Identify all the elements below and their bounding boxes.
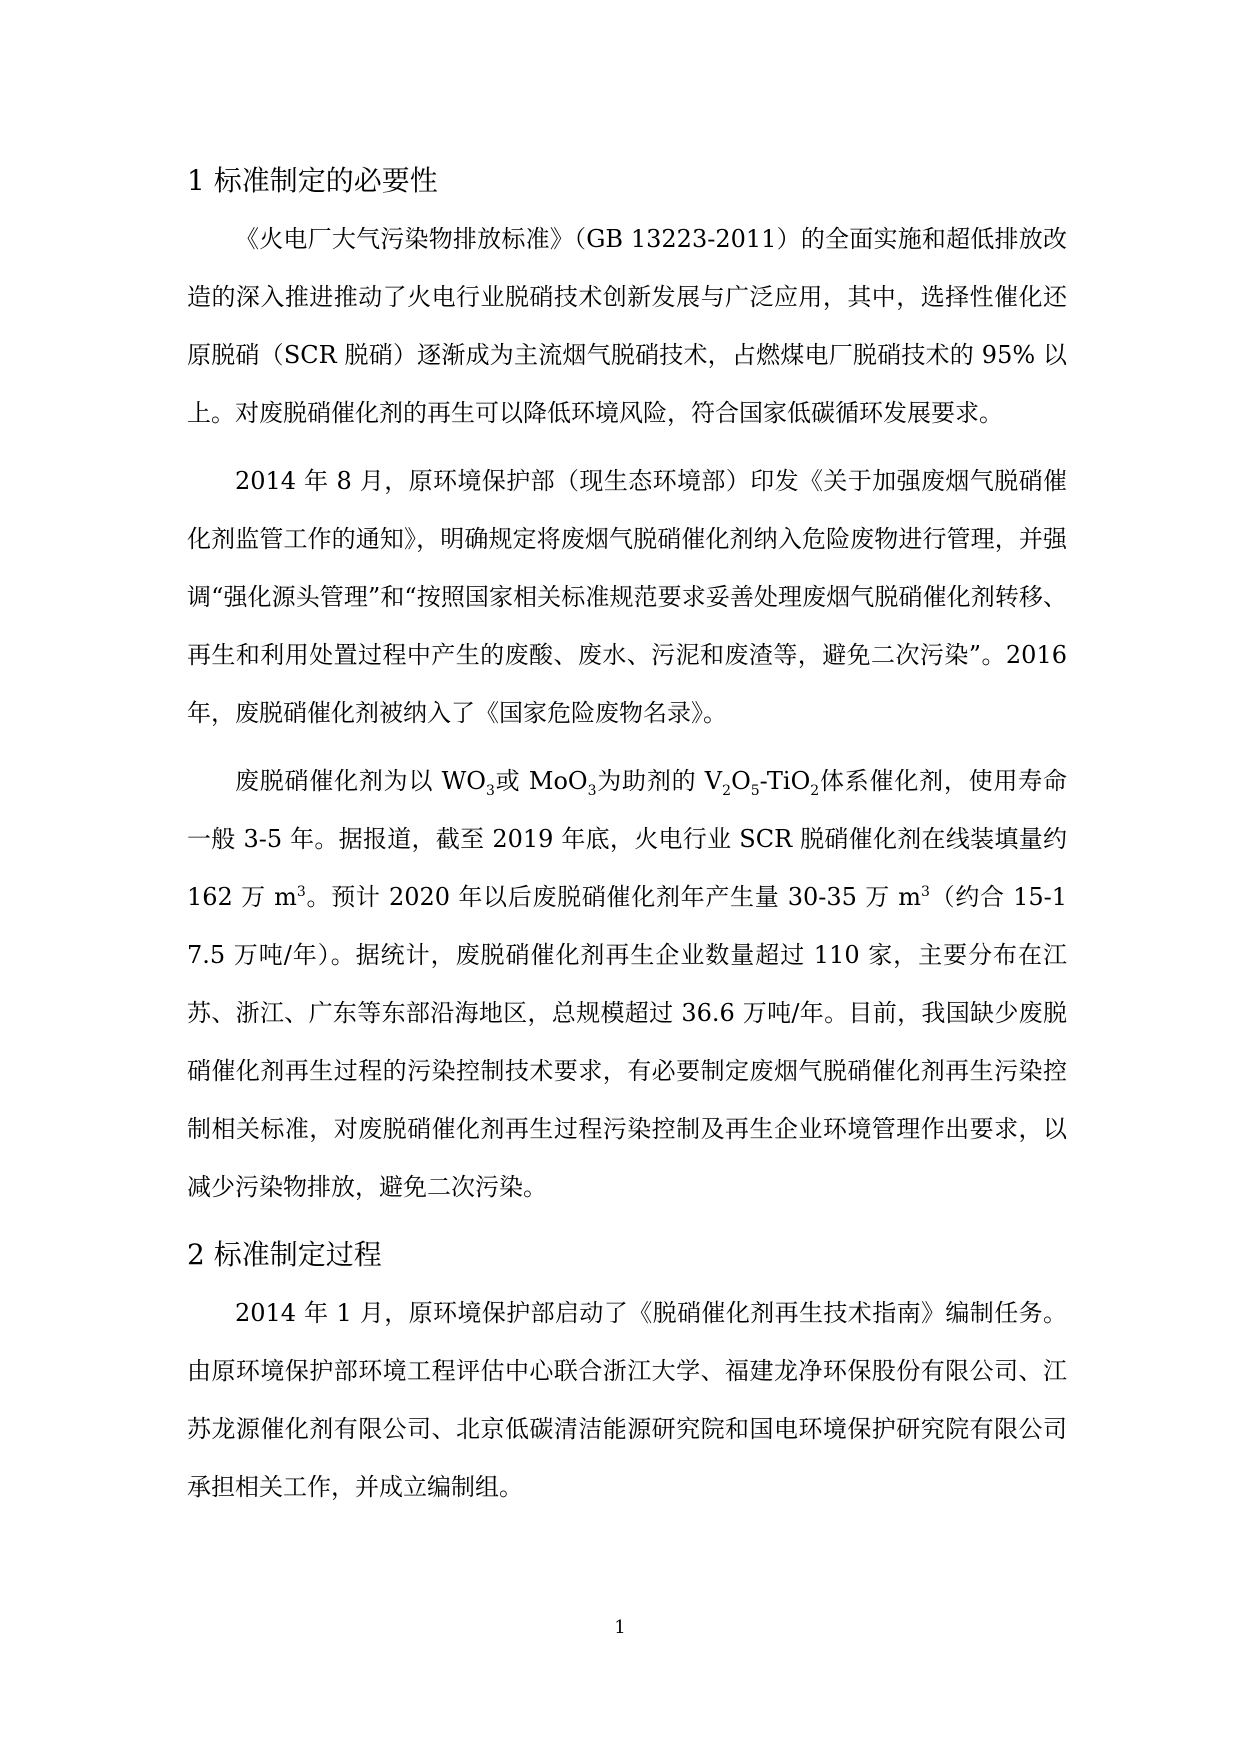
text-run: -TiO	[759, 767, 811, 795]
page-number: 1	[614, 1617, 626, 1638]
paragraph-gap	[187, 742, 1067, 752]
section-2-paragraph-1: 2014 年 1 月，原环境保护部启动了《脱硝催化剂再生技术指南》编制任务。由原环境保护部环境工程评估中心联合浙江大学、福建龙净环保股份有限公司、江苏龙源催化剂有限公司、北京低碳清洁能源研究院和国电环境保护研究院有限公司承担相关工作，并成立编制组。	[187, 1299, 1067, 1501]
text-run: 为助剂的 V	[596, 767, 723, 795]
section-1-paragraph-1: 《火电厂大气污染物排放标准》（GB 13223-2011）的全面实施和超低排放改造的深入推进推动了火电行业脱硝技术创新发展与广泛应用，其中，选择性催化还原脱硝（SCR 脱硝）逐渐成为主流烟气脱硝技术，占燃煤电厂脱硝技术的 95% 以上。对废脱硝催化剂的再生可以降低环境风险，符合国家低碳循环发展要求。	[187, 225, 1067, 427]
text-run: 废脱硝催化剂为以 WO	[235, 767, 486, 795]
document-body	[187, 152, 1067, 1516]
subscript: 5	[750, 782, 760, 799]
subscript: 3	[587, 782, 597, 799]
superscript: 3	[921, 884, 930, 900]
paragraph-gap	[187, 442, 1067, 452]
text-run: 或 MoO	[494, 767, 588, 795]
section-1-paragraph-3	[187, 752, 1067, 1216]
paragraph-gap	[187, 1216, 1067, 1226]
superscript: 3	[296, 884, 306, 900]
subscript: 2	[722, 782, 732, 799]
text-run: （约合 15-17.5 万吨/年）。据统计，废脱硝催化剂再生企业数量超过 110 家，主要分布在江苏、浙江、广东等东部沿海地区，总规模超过 36.6 万吨/年。目前，我国缺少废脱硝催化剂再生过程的污染控制技术要求，有必要制定废烟气脱硝催化剂再生污染控制相关标准，对废脱硝催化剂再生过程污染控制及再生企业环境管理作出要求，以减少污染物排放，避免二次污染。	[187, 883, 1068, 1201]
text-run: O	[731, 767, 751, 795]
section-1-paragraph-2: 2014 年 8 月，原环境保护部（现生态环境部）印发《关于加强废烟气脱硝催化剂监管工作的通知》，明确规定将废烟气脱硝催化剂纳入危险废物进行管理，并强调“强化源头管理”和“按照国家相关标准规范要求妥善处理废烟气脱硝催化剂转移、再生和利用处置过程中产生的废酸、废水、污泥和废渣等，避免二次污染”。2016 年，废脱硝催化剂被纳入了《国家危险废物名录》。	[187, 467, 1067, 727]
section-1-heading: 1 标准制定的必要性	[187, 164, 438, 197]
subscript: 3	[485, 782, 495, 799]
subscript: 2	[810, 782, 820, 799]
section-2-heading: 2 标准制定过程	[187, 1238, 382, 1271]
text-run: 体系催化剂，使用寿命一般 3-5 年。据报道，截至 2019 年底，火电行业 SCR 脱硝催化剂在线装填量约 162 万 m	[187, 767, 1068, 911]
text-run: 。预计 2020 年以后废脱硝催化剂年产生量 30-35 万 m	[305, 883, 922, 911]
